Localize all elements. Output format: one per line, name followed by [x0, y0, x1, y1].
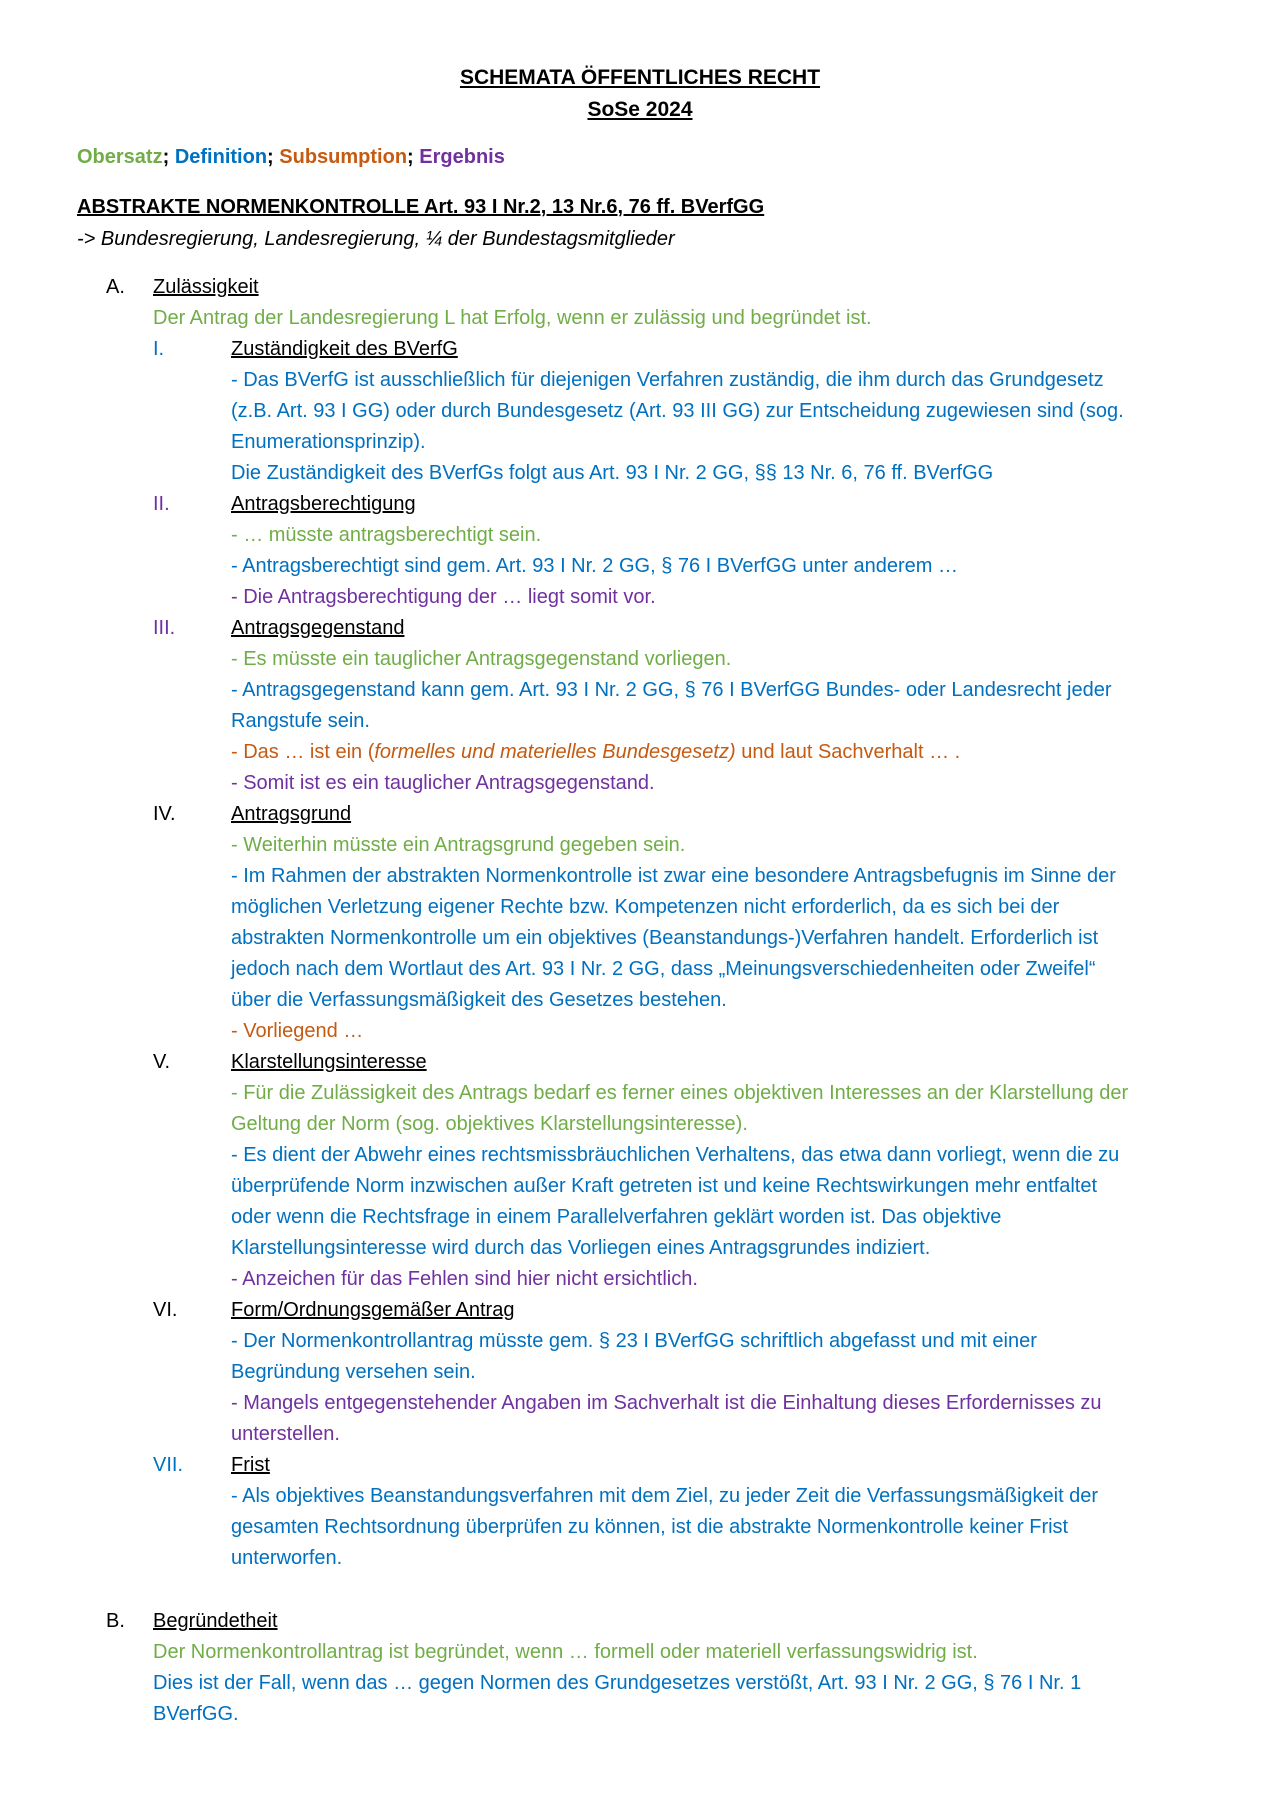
definition-line: - Das BVerfG ist ausschließlich für diejenigen Verfahren zuständig, die ihm durch das Grundgesetz — [231, 369, 1104, 391]
definition-line: (z.B. Art. 93 I GG) oder durch Bundesgesetz (Art. 93 III GG) zur Entscheidung zugewiesen sind (sog. — [231, 400, 1124, 422]
outline-marker-b: B. — [106, 1610, 125, 1632]
subsumption-italic-text: formelles und materielles Bundesgesetz) — [374, 741, 736, 763]
definition-line: - Es dient der Abwehr eines rechtsmissbräuchlichen Verhaltens, das etwa dann vorliegt, wenn die zu — [231, 1144, 1120, 1166]
definition-line: - Antragsgegenstand kann gem. Art. 93 I Nr. 2 GG, § 76 I BVerfGG Bundes- oder Landesrecht jeder — [231, 679, 1112, 701]
definition-line: BVerfGG. — [153, 1703, 239, 1725]
definition-line: jedoch nach dem Wortlaut des Art. 93 I Nr. 2 GG, dass „Meinungsverschiedenheiten oder Zweifel“ — [231, 958, 1096, 980]
definition-line: Begründung versehen sein. — [231, 1361, 476, 1383]
definition-line: - Als objektives Beanstandungsverfahren mit dem Ziel, zu jeder Zeit die Verfassungsmäßigkeit der — [231, 1485, 1099, 1507]
subsumption-line — [231, 741, 960, 764]
definition-line: Dies ist der Fall, wenn das … gegen Normen des Grundgesetzes verstößt, Art. 93 I Nr. 2 GG, § 76 I Nr. 1 — [153, 1672, 1082, 1694]
definition-line: - Antragsberechtigt sind gem. Art. 93 I Nr. 2 GG, § 76 I BVerfGG unter anderem … — [231, 555, 959, 577]
ergebnis-line: unterstellen. — [231, 1423, 340, 1445]
section-subheading: -> Bundesregierung, Landesregierung, ¼ der Bundestagsmitglieder — [77, 228, 675, 250]
definition-line: Rangstufe sein. — [231, 710, 370, 732]
outline-marker-vi: VI. — [153, 1299, 178, 1321]
subsection-title-form: Form/Ordnungsgemäßer Antrag — [231, 1299, 515, 1321]
definition-line: überprüfende Norm inzwischen außer Kraft getreten ist und keine Rechtswirkungen mehr entfaltet — [231, 1175, 1098, 1197]
definition-line: - Der Normenkontrollantrag müsste gem. § 23 I BVerfGG schriftlich abgefasst und mit einer — [231, 1330, 1037, 1352]
outline-marker-a: A. — [106, 276, 125, 298]
obersatz-line: - … müsste antragsberechtigt sein. — [231, 524, 542, 546]
subsumption-text: und laut Sachverhalt … . — [735, 741, 961, 763]
obersatz-line: Geltung der Norm (sog. objektives Klarstellungsinteresse). — [231, 1113, 748, 1135]
outline-marker-ii: II. — [153, 493, 170, 515]
definition-line: Enumerationsprinzip). — [231, 431, 426, 453]
obersatz-line: Der Antrag der Landesregierung L hat Erfolg, wenn er zulässig und begründet ist. — [153, 307, 872, 329]
subsumption-text: - Das … ist ein ( — [231, 741, 375, 763]
document-title: SCHEMATA ÖFFENTLICHES RECHT — [459, 66, 821, 89]
section-title-zulaessigkeit: Zulässigkeit — [153, 276, 259, 298]
definition-line: abstrakten Normenkontrolle um ein objektives (Beanstandungs-)Verfahren handelt. Erforderlich ist — [231, 927, 1099, 949]
outline-marker-iv: IV. — [153, 803, 176, 825]
legend-ergebnis: Ergebnis — [419, 146, 505, 168]
definition-line: - Im Rahmen der abstrakten Normenkontrolle ist zwar eine besondere Antragsbefugnis im Sinne der — [231, 865, 1116, 887]
subsection-title-antragsberechtigung: Antragsberechtigung — [231, 493, 416, 515]
definition-line: über die Verfassungsmäßigkeit des Gesetzes bestehen. — [231, 989, 727, 1011]
obersatz-line: Der Normenkontrollantrag ist begründet, wenn … formell oder materiell verfassungswidrig ist. — [153, 1641, 978, 1663]
obersatz-line: - Für die Zulässigkeit des Antrags bedarf es ferner eines objektiven Interesses an der Klarstellung der — [231, 1082, 1129, 1104]
legend-definition: Definition — [174, 146, 268, 168]
outline-marker-iii: III. — [153, 617, 176, 639]
subsection-title-klarstellungsinteresse: Klarstellungsinteresse — [231, 1051, 427, 1073]
ergebnis-line: - Die Antragsberechtigung der … liegt somit vor. — [231, 586, 656, 608]
ergebnis-line: - Somit ist es ein tauglicher Antragsgegenstand. — [231, 772, 655, 794]
legend-separator: ; — [407, 146, 414, 168]
legend-obersatz: Obersatz — [77, 146, 163, 168]
definition-line: Die Zuständigkeit des BVerfGs folgt aus Art. 93 I Nr. 2 GG, §§ 13 Nr. 6, 76 ff. BVerfGG — [231, 462, 994, 484]
ergebnis-line: - Anzeichen für das Fehlen sind hier nicht ersichtlich. — [231, 1268, 698, 1290]
ergebnis-line: - Mangels entgegenstehender Angaben im Sachverhalt ist die Einhaltung dieses Erfordernisses zu — [231, 1392, 1102, 1414]
section-title-begruendetheit: Begründetheit — [153, 1610, 278, 1632]
subsection-title-antragsgrund: Antragsgrund — [231, 803, 352, 825]
definition-line: möglichen Verletzung eigener Rechte bzw. Kompetenzen nicht erforderlich, da es sich bei der — [231, 896, 1060, 918]
outline-marker-vii: VII. — [153, 1454, 184, 1476]
subsumption-line: - Vorliegend … — [231, 1020, 364, 1042]
subsection-title-frist: Frist — [231, 1454, 270, 1476]
outline-marker-i: I. — [153, 338, 165, 360]
definition-line: gesamten Rechtsordnung überprüfen zu können, ist die abstrakte Normenkontrolle keiner Frist — [231, 1516, 1069, 1538]
obersatz-line: - Es müsste ein tauglicher Antragsgegenstand vorliegen. — [231, 648, 732, 670]
definition-line: Klarstellungsinteresse wird durch das Vorliegen eines Antragsgrundes indiziert. — [231, 1237, 931, 1259]
subsection-title-antragsgegenstand: Antragsgegenstand — [231, 617, 405, 639]
outline-marker-v: V. — [153, 1051, 171, 1073]
legend-separator: ; — [162, 146, 170, 168]
definition-line: oder wenn die Rechtsfrage in einem Parallelverfahren geklärt worden ist. Das objektive — [231, 1206, 1002, 1228]
section-heading: ABSTRAKTE NORMENKONTROLLE Art. 93 I Nr.2, 13 Nr.6, 76 ff. BVerfGG — [77, 196, 765, 218]
definition-line: unterworfen. — [231, 1547, 343, 1569]
legend-separator: ; — [267, 146, 274, 168]
document-subtitle: SoSe 2024 — [587, 98, 693, 121]
subsection-title-zustaendigkeit: Zuständigkeit des BVerfG — [231, 338, 458, 360]
legend-subsumption: Subsumption — [279, 146, 408, 168]
color-legend — [77, 146, 505, 169]
obersatz-line: - Weiterhin müsste ein Antragsgrund gegeben sein. — [231, 834, 686, 856]
